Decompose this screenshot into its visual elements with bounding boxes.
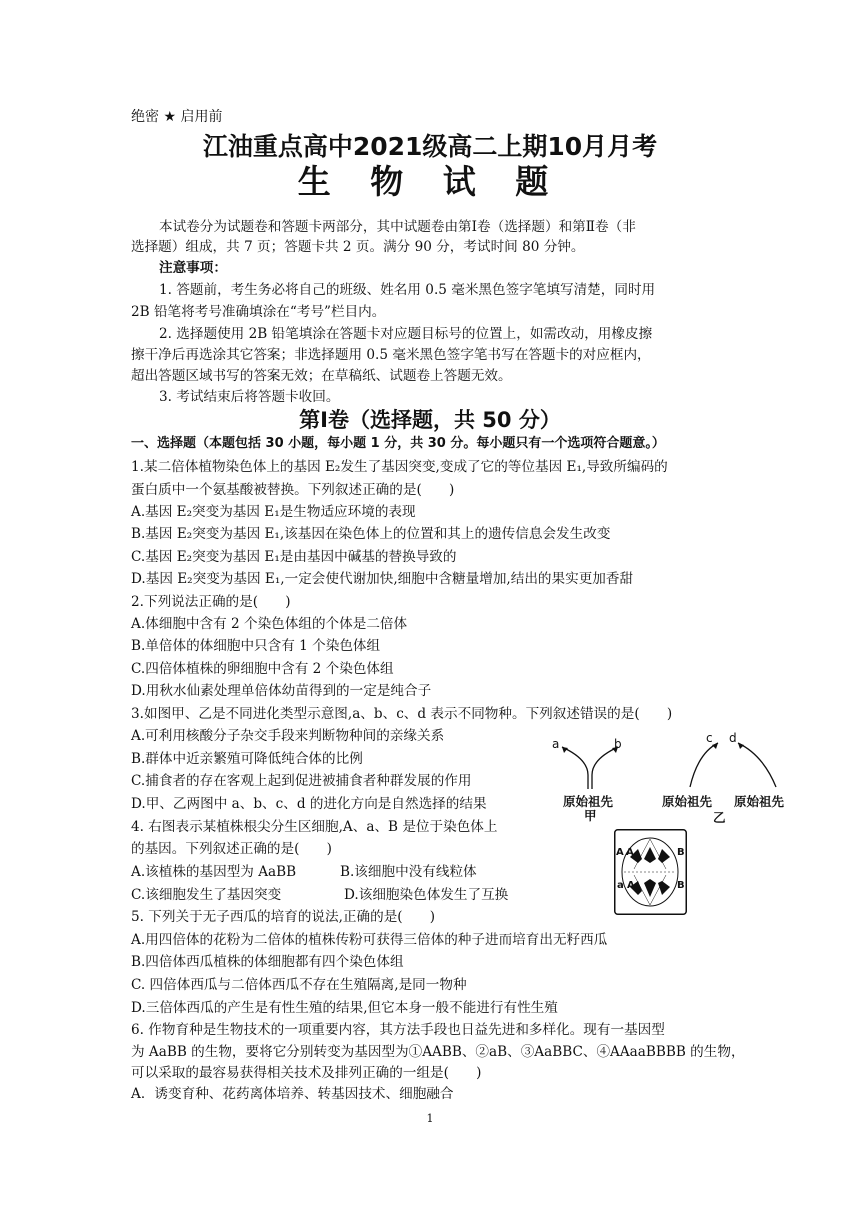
- species-label-c: c: [706, 731, 713, 745]
- question-3-option-b: B.群体中近亲繁殖可降低纯合体的比例: [131, 751, 363, 767]
- question-6-stem: 6. 作物育种是生物技术的一项重要内容，其方法手段也日益先进和多样化。现有一基因型: [131, 1022, 665, 1038]
- page-number: 1: [426, 1112, 434, 1125]
- question-5-option-d: D.三倍体西瓜的产生是有性生殖的结果,但它本身一般不能进行有性生殖: [131, 1000, 558, 1016]
- question-4-stem: 4. 右图表示某植株根尖分生区细胞,A、a、B 是位于染色体上: [131, 819, 498, 835]
- question-4-option-a: A.该植株的基因型为 AaBB: [131, 864, 297, 880]
- question-5-option-a: A.用四倍体的花粉为二倍体的植株传粉可获得三倍体的种子进而培育出无籽西瓜: [131, 932, 608, 948]
- ancestor-caption: 原始祖先: [662, 794, 713, 809]
- ancestor-caption: 原始祖先: [563, 794, 614, 809]
- intro-line: 本试卷分为试题卷和答题卡两部分，其中试题卷由第Ⅰ卷（选择题）和第Ⅱ卷（非: [159, 219, 636, 235]
- question-1-option-d: D.基因 E₂突变为基因 E₁,一定会使代谢加快,细胞中含糖量增加,结出的果实更加香甜: [131, 571, 634, 587]
- question-1-option-c: C.基因 E₂突变为基因 E₁是由基因中碱基的替换导致的: [131, 549, 457, 565]
- intro-line: 选择题）组成，共 7 页；答题卡共 2 页。满分 90 分，考试时间 80 分钟。: [131, 239, 585, 255]
- species-label-d: d: [729, 731, 737, 745]
- question-2-option-a: A.体细胞中含有 2 个染色体组的个体是二倍体: [131, 616, 408, 632]
- question-2-option-d: D.用秋水仙素处理单倍体幼苗得到的一定是纯合子: [131, 683, 432, 699]
- question-3-stem: 3.如图甲、乙是不同进化类型示意图,a、b、c、d 表示不同物种。下列叙述错误的是( ): [131, 706, 673, 722]
- gene-label: a: [617, 880, 624, 891]
- diagram-label-jia: 甲: [584, 808, 597, 823]
- notice-line: 2B 铅笔将考号准确填涂在“考号”栏目内。: [131, 304, 386, 320]
- question-1-stem: 1.某二倍体植物染色体上的基因 E₂发生了基因突变,变成了它的等位基因 E₁,导致所编码的: [131, 459, 668, 475]
- species-label-a: a: [552, 737, 560, 751]
- diagram-label-yi: 乙: [713, 810, 726, 825]
- question-4-option-d: D.该细胞染色体发生了互换: [344, 887, 509, 903]
- question-2-option-c: C.四倍体植株的卵细胞中含有 2 个染色体组: [131, 661, 394, 677]
- question-1-option-a: A.基因 E₂突变为基因 E₁是生物适应环境的表现: [131, 504, 416, 520]
- question-2-stem: 2.下列说法正确的是( ): [131, 594, 291, 610]
- notice-line: 3. 考试结束后将答题卡收回。: [159, 389, 340, 405]
- question-4-option-c: C.该细胞发生了基因突变: [131, 887, 282, 903]
- question-3-option-d: D.甲、乙两图中 a、b、c、d 的进化方向是自然选择的结果: [131, 796, 487, 812]
- section-heading: 一、选择题（本题包括 30 小题，每小题 1 分，共 30 分。每小题只有一个选项符合题意。）: [131, 436, 665, 451]
- question-6-option-a: A．诱变育种、花药离体培养、转基因技术、细胞融合: [131, 1086, 454, 1102]
- gene-label: B: [677, 880, 685, 891]
- question-2-option-b: B.单倍体的体细胞中只含有 1 个染色体组: [131, 638, 381, 654]
- question-1-option-b: B.基因 E₂突变为基因 E₁,该基因在染色体上的位置和其上的遗传信息会发生改变: [131, 526, 611, 542]
- gene-label: A: [626, 847, 634, 858]
- cell-diagram: [614, 829, 687, 915]
- notice-line: 1. 答题前，考生务必将自己的班级、姓名用 0.5 毫米黑色签字笔填写清楚，同时用: [159, 282, 656, 298]
- question-6-stem: 为 AaBB 的生物，要将它分别转变为基因型为①AABB、②aB、③AaBBC、④AAaaBBBB 的生物，: [131, 1044, 745, 1060]
- notice-line: 擦干净后再选涂其它答案；非选择题用 0.5 毫米黑色签字笔书写在答题卡的对应框内，: [131, 347, 651, 363]
- confidential-label: 绝密 ★ 启用前: [131, 109, 223, 125]
- notice-line: 超出答题区域书写的答案无效；在草稿纸、试题卷上答题无效。: [131, 368, 512, 384]
- question-5-option-c: C. 四倍体西瓜与二倍体西瓜不存在生殖隔离,是同一物种: [131, 977, 467, 993]
- notice-heading: 注意事项：: [159, 260, 227, 276]
- question-6-stem: 可以采取的最容易获得相关技术及排列正确的一组是( ): [131, 1065, 482, 1081]
- notice-line: 2. 选择题使用 2B 铅笔填涂在答题卡对应题目标号的位置上，如需改动，用橡皮擦: [159, 326, 653, 342]
- question-4-option-b: B.该细胞中没有线粒体: [340, 864, 477, 880]
- question-3-option-a: A.可利用核酸分子杂交手段来判断物种间的亲缘关系: [131, 728, 445, 744]
- part1-title: 第Ⅰ卷（选择题，共 50 分）: [299, 408, 561, 432]
- question-1-stem: 蛋白质中一个氨基酸被替换。下列叙述正确的是( ): [131, 482, 455, 498]
- question-3-option-c: C.捕食者的存在客观上起到促进被捕食者种群发展的作用: [131, 773, 472, 789]
- gene-label: A: [616, 847, 624, 858]
- question-5-option-b: B.四倍体西瓜植株的体细胞都有四个染色体组: [131, 954, 404, 970]
- gene-label: A: [627, 880, 635, 891]
- exam-title: 江油重点高中2021级高二上期10月月考: [202, 132, 658, 161]
- ancestor-caption: 原始祖先: [734, 794, 785, 809]
- evolution-diagram: [548, 733, 798, 793]
- gene-label: B: [677, 847, 685, 858]
- subject-title: 生 物 试 题: [297, 162, 563, 201]
- question-5-stem: 5. 下列关于无子西瓜的培育的说法,正确的是( ): [131, 909, 436, 925]
- species-label-b: b: [614, 737, 622, 751]
- question-4-stem: 的基因。下列叙述正确的是( ): [131, 841, 332, 857]
